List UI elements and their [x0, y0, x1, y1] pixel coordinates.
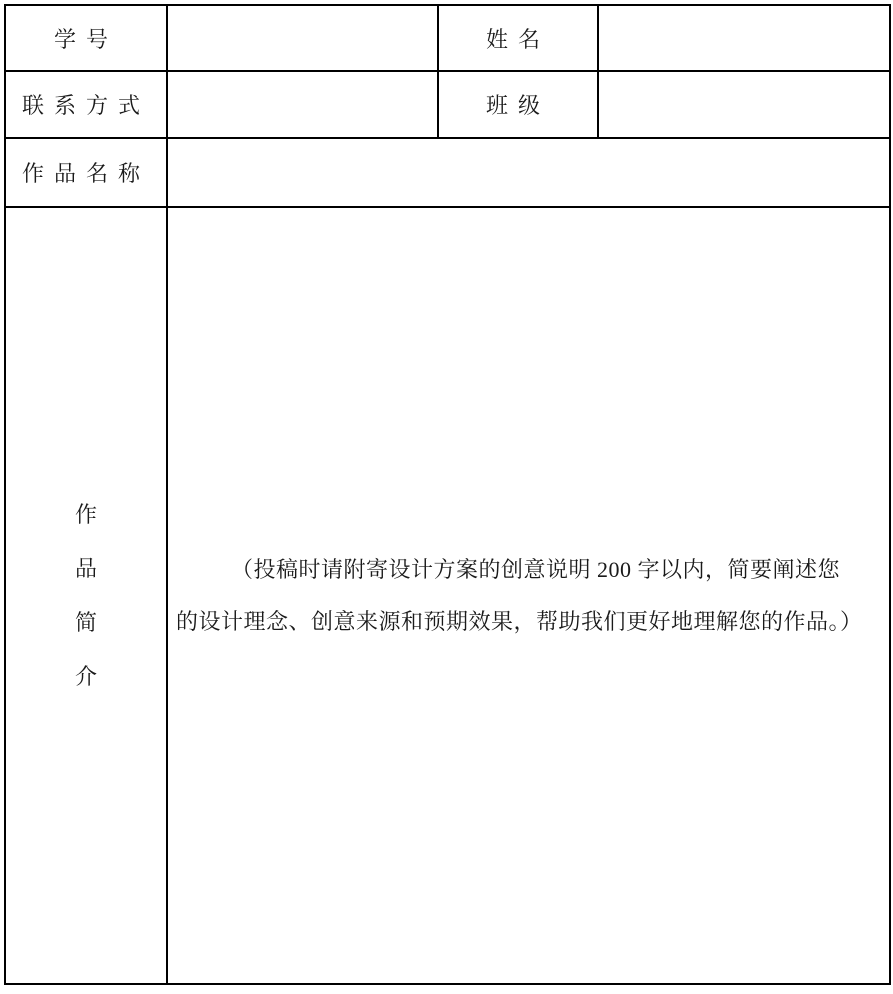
- submission-form-table: [4, 4, 891, 985]
- contact-label: 联系方式: [5, 71, 167, 138]
- class-label: 班级: [438, 71, 598, 138]
- work-intro-note-line1: （投稿时请附寄设计方案的创意说明 200 字以内，简要阐述您: [231, 556, 841, 582]
- name-field[interactable]: [598, 5, 890, 71]
- work-intro-label-vertical-text: [6, 488, 166, 704]
- contact-field[interactable]: [167, 71, 438, 138]
- table-row: [5, 207, 890, 984]
- work-intro-label-char-3: 简: [74, 609, 97, 635]
- student-id-label: 学号: [5, 5, 167, 71]
- work-intro-field[interactable]: [167, 207, 890, 984]
- work-intro-label-char-1: 作: [74, 501, 97, 527]
- table-row: [5, 5, 890, 71]
- work-intro-note: [176, 544, 875, 648]
- class-field[interactable]: [598, 71, 890, 138]
- work-intro-label: [5, 207, 167, 984]
- work-intro-label-char-2: 品: [74, 555, 97, 581]
- table-row: [5, 71, 890, 138]
- name-label: 姓名: [438, 5, 598, 71]
- work-intro-label-char-4: 介: [74, 663, 97, 689]
- work-intro-note-line2: 的设计理念、创意来源和预期效果，帮助我们更好地理解您的作品。）: [176, 608, 863, 634]
- student-id-field[interactable]: [167, 5, 438, 71]
- table-row: [5, 138, 890, 207]
- work-title-field[interactable]: [167, 138, 890, 207]
- work-title-label: 作品名称: [5, 138, 167, 207]
